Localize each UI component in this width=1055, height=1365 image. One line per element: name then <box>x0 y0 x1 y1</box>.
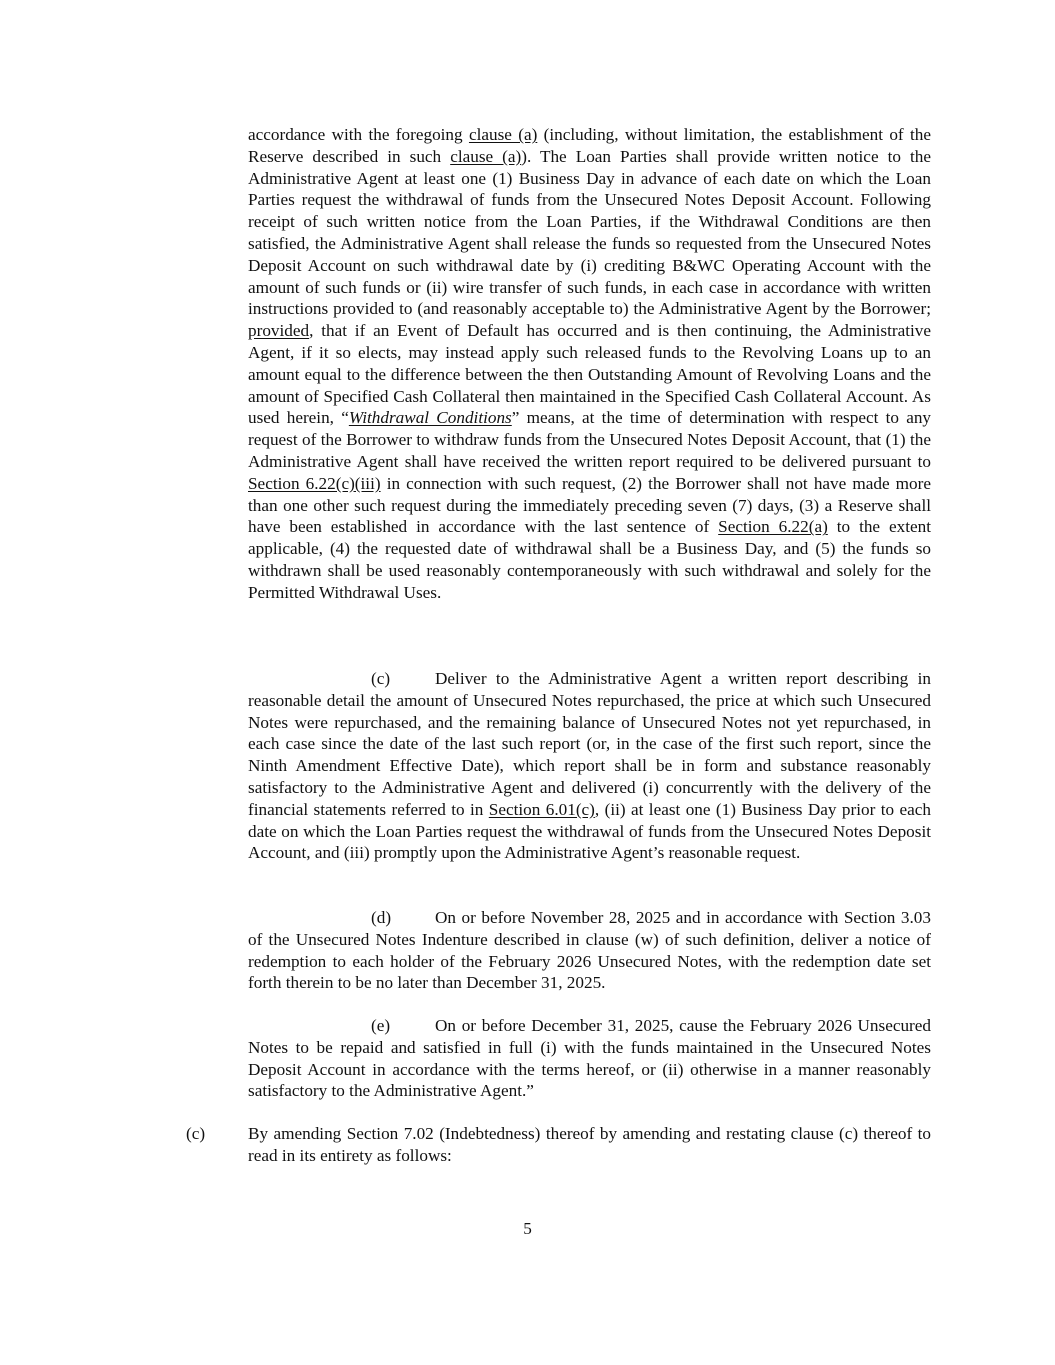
paragraph-d <box>248 907 931 994</box>
text-run: in connection with such request, (2) the Borrower shall not have made more than one other such request during the immediately preceding seven (7) days, (3) a Reserve shall have been established in accordance with the last sentence of <box>248 473 931 537</box>
text-run: ). The Loan Parties shall provide written notice to the Administrative Agent at least one (1) Business Day in advance of each date on which the Loan Parties request the withdrawal of funds from the Unsecured Notes Deposit Account. Following receipt of such written notice from the Loan Parties, if the Withdrawal Conditions are then satisfied, the Administrative Agent shall release the funds so requested from the Unsecured Notes Deposit Account on such withdrawal date by (i) crediting B&WC Operating Account with the amount of such funds or (ii) wire transfer of such funds, in each case in accordance with written instructions provided to (and reasonably acceptable to) the Administrative Agent by the Borrower; <box>248 146 931 319</box>
clause-a-reference: clause (a) <box>468 125 538 144</box>
paragraph-marker: (e) <box>371 1016 391 1035</box>
withdrawal-paragraph <box>248 124 931 604</box>
text-run: (including, without limitation, the establishment of the Reserve described in such <box>248 125 931 166</box>
paragraph-marker: (c) <box>371 669 391 688</box>
text-run: accordance with the foregoing <box>248 125 469 144</box>
text-run: Deliver to the Administrative Agent a written report describing in reasonable detail the amount of Unsecured Notes repurchased, the price at which such Unsecured Notes were repurchased, and the remaining balance of Unsecured Notes not yet repurchased, in each case since the date of the last such report (or, in the case of the first such report, since the Ninth Amendment Effective Date), which report shall be in form and substance reasonably satisfactory to the Administrative Agent and delivered (i) concurrently with the delivery of the financial statements referred to in <box>248 669 931 819</box>
text-run: , (ii) at least one (1) Business Day prior to each date on which the Loan Parties request the withdrawal of funds from the Unsecured Notes Deposit Account, and (iii) promptly upon the Administrative Agent’s reasonable request. <box>248 799 931 863</box>
section-6-22-a-reference: Section 6.22(a) <box>718 517 828 537</box>
page-number: 5 <box>523 1219 532 1238</box>
paragraph-c <box>248 668 931 864</box>
clause-a-reference: clause (a) <box>450 146 522 166</box>
text-run: to the extent applicable, (4) the requested date of withdrawal shall be a Business Day, and (5) the funds so withdrawn shall be used reasonably contemporaneously with such withdrawal and solely for the Permitted Withdrawal Uses. <box>248 517 931 602</box>
section-6-22-c-iii-reference: Section 6.22(c)(iii) <box>248 473 381 493</box>
section-6-01-c-reference: Section 6.01(c) <box>488 799 595 819</box>
item-c-text: By amending Section 7.02 (Indebtedness) thereof by amending and restating clause (c) thereof to read in its entirety as follows: <box>248 1124 931 1165</box>
text-run: ” means, at the time of determination with respect to any request of the Borrower to withdraw funds from the Unsecured Notes Deposit Account, that (1) the Administrative Agent shall have received the written report required to be delivered pursuant to <box>248 408 932 471</box>
text-run: On or before November 28, 2025 and in accordance with Section 3.03 of the Unsecured Notes Indenture described in clause (w) of such definition, deliver a notice of redemption to each holder of the February 2026 Unsecured Notes, with the redemption date set forth therein to be no later than December 31, 2025. <box>248 908 931 993</box>
withdrawal-conditions-term: Withdrawal Conditions <box>348 408 512 428</box>
paragraph-marker: (d) <box>371 908 392 927</box>
text-run: On or before December 31, 2025, cause the February 2026 Unsecured Notes to be repaid and satisfied in full (i) with the funds maintained in the Unsecured Notes Deposit Account in accordance with the terms hereof, or (ii) otherwise in a manner reasonably satisfactory to the Administrative Agent.” <box>248 1016 931 1101</box>
item-c-marker: (c) <box>186 1124 206 1143</box>
text-run: , that if an Event of Default has occurred and is then continuing, the Administrative Agent, if it so elects, may instead apply such released funds to the Revolving Loans up to an amount equal to the difference between the then Outstanding Amount of Revolving Loans and the amount of Specified Cash Collateral then maintained in the Specified Cash Collateral Account. As used herein, “ <box>248 321 931 428</box>
paragraph-e <box>248 1015 931 1102</box>
provided-term: provided <box>248 321 310 341</box>
